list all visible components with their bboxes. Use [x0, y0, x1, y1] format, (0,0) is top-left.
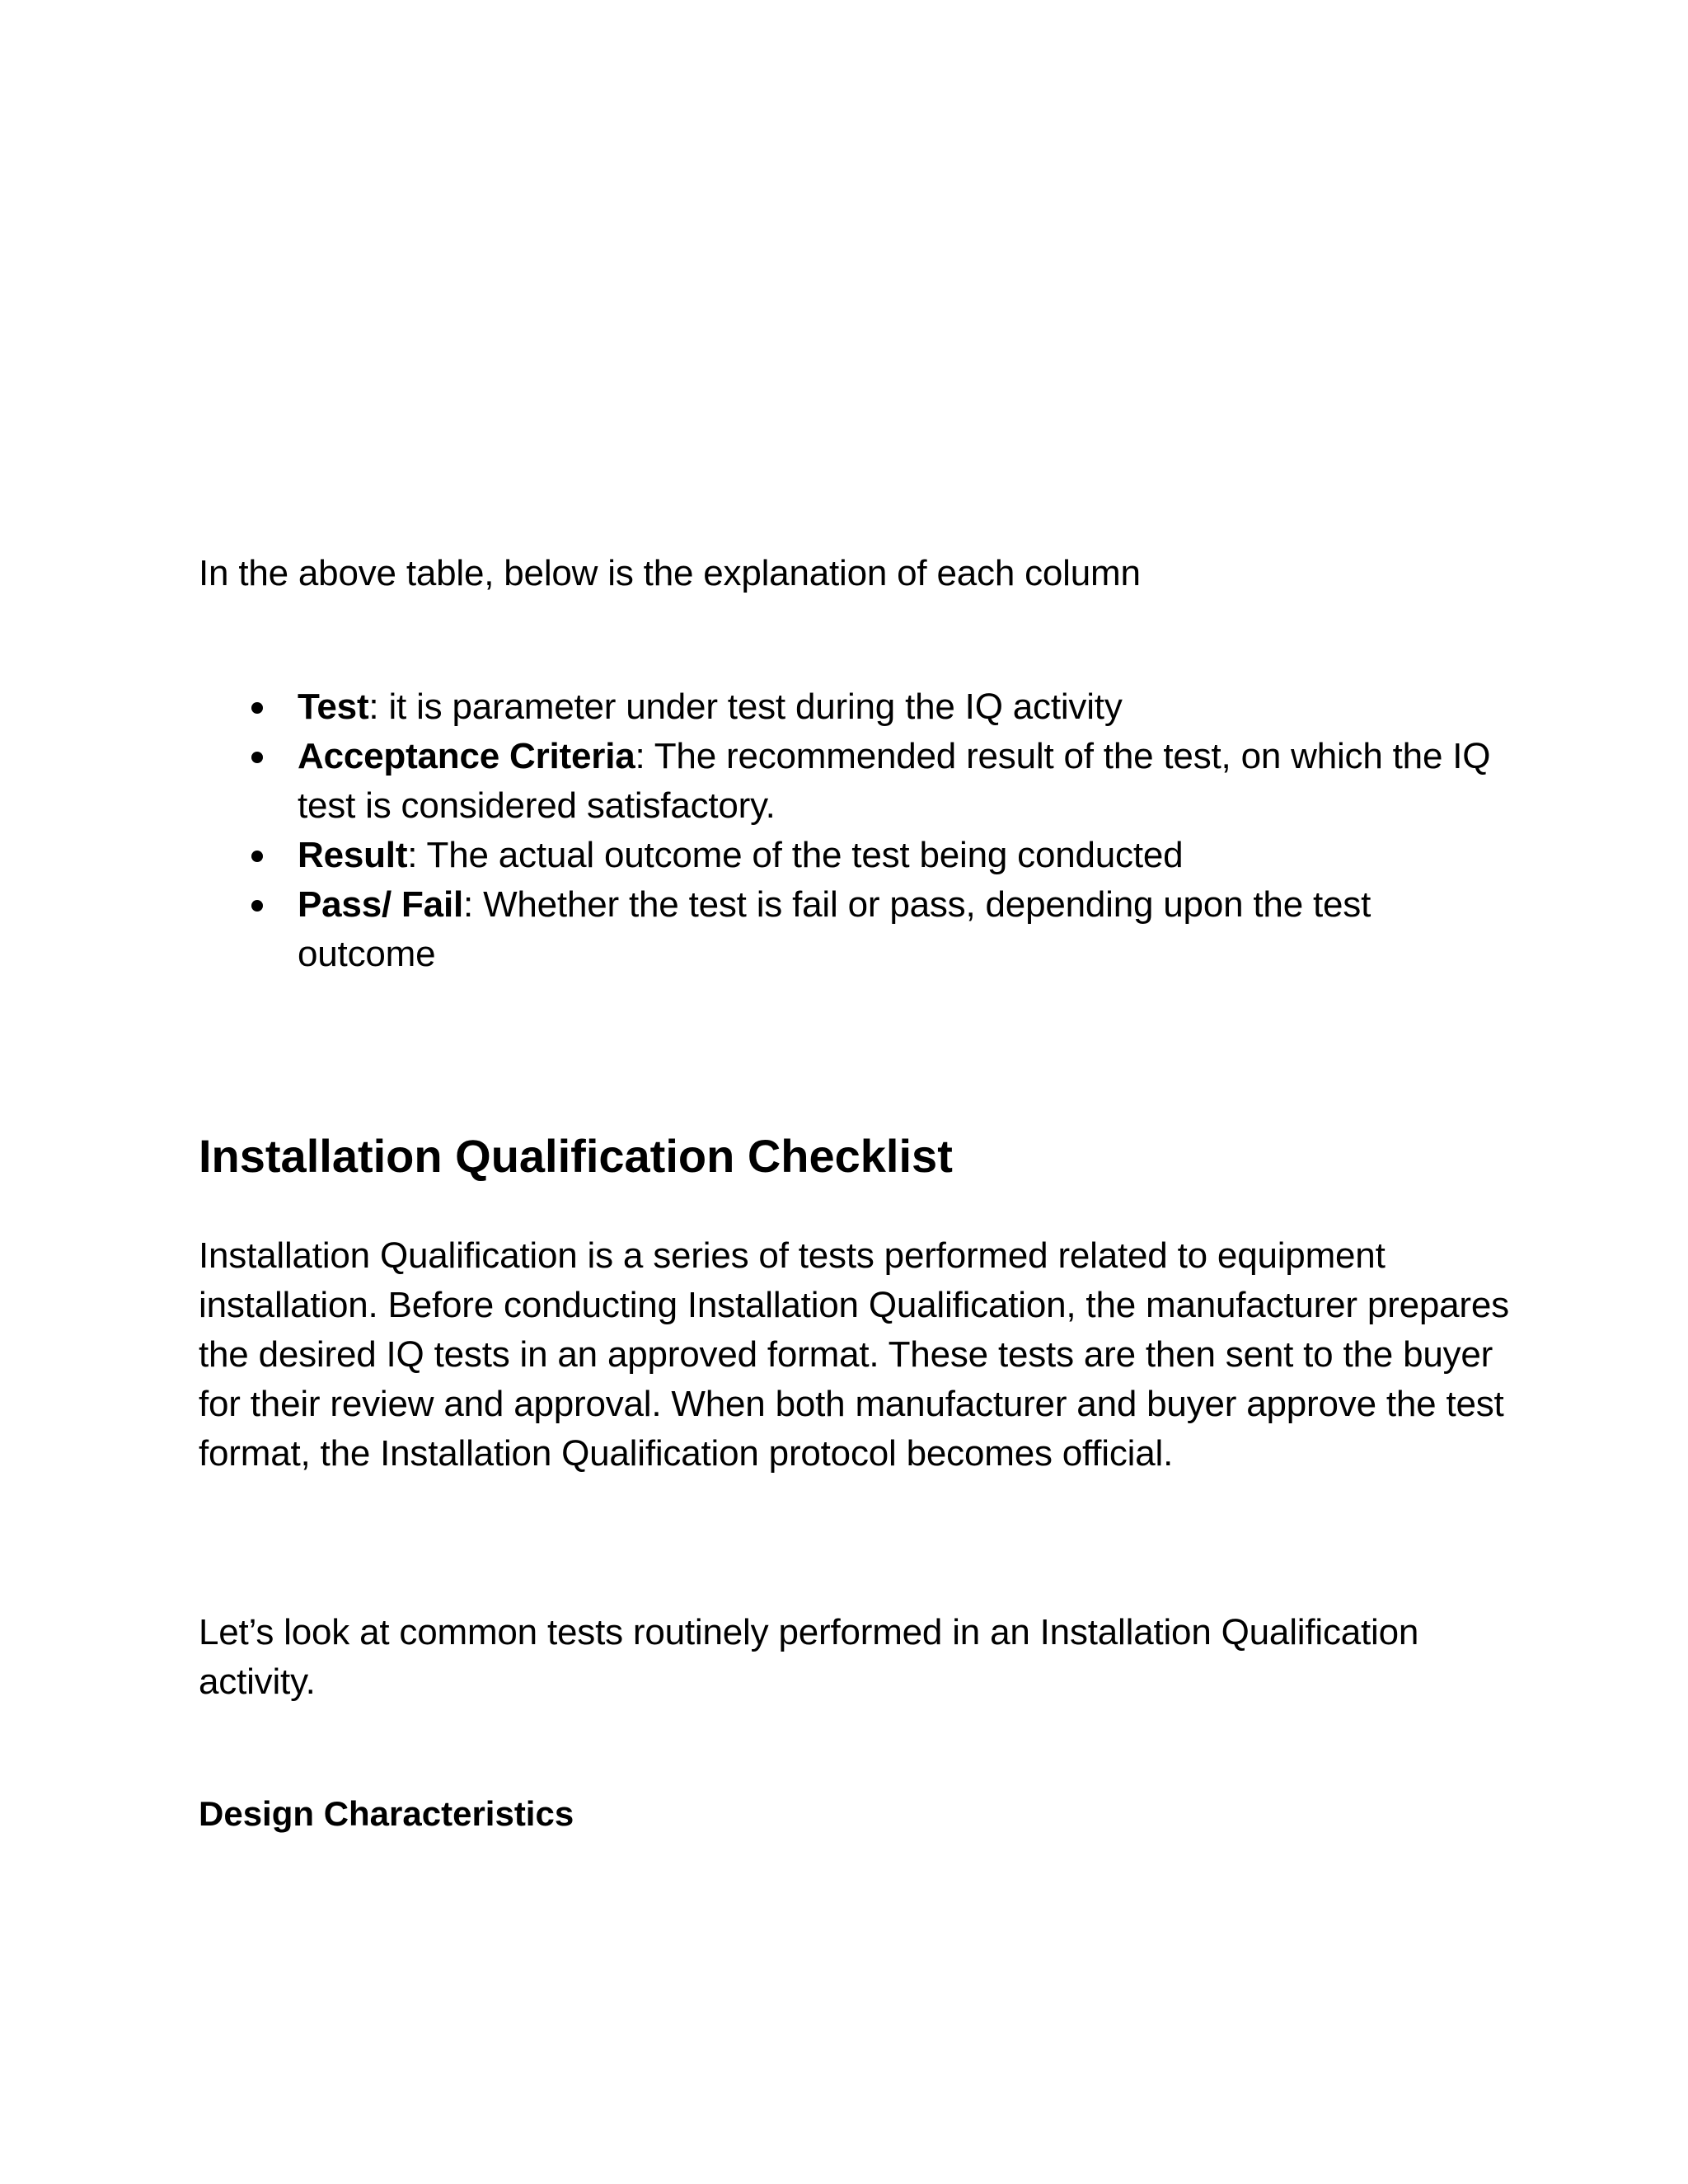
definition-term: Acceptance Criteria [298, 736, 635, 776]
subsection-heading: Design Characteristics [199, 1794, 574, 1833]
list-item [199, 880, 1517, 979]
common-tests-paragraph: Let’s look at common tests routinely performed in an Installation Qualification activity. [199, 1612, 1419, 1702]
list-item [199, 732, 1517, 831]
bullet-icon [251, 752, 263, 763]
definition-text: : Whether the test is fail or pass, depending upon the test outcome [298, 884, 1372, 974]
definition-term: Pass/ Fail [298, 884, 464, 925]
section-body-paragraph: Installation Qualification is a series of tests performed related to equipment installation. Before conducting Installation Qualification, the manufacturer prepares the desired IQ tests in an approved format. These tests are then sent to the buyer for their review and approval. When both manufacturer and buyer approve the test format, the Installation Qualification protocol becomes official. [199, 1235, 1509, 1474]
intro-paragraph: In the above table, below is the explanation of each column [199, 553, 1141, 593]
bullet-icon [251, 702, 263, 714]
definition-term: Test [298, 687, 369, 727]
column-definitions-list [199, 682, 1517, 979]
section-heading: Installation Qualification Checklist [199, 1130, 953, 1182]
list-item [199, 682, 1517, 732]
bullet-icon [251, 851, 263, 862]
list-item [199, 831, 1517, 880]
bullet-icon [251, 900, 263, 912]
definition-term: Result [298, 835, 408, 875]
definition-text: : The recommended result of the test, on which the IQ test is considered satisfactory. [298, 736, 1491, 826]
definition-text: : it is parameter under test during the IQ activity [368, 687, 1123, 727]
definition-text: : The actual outcome of the test being conducted [407, 835, 1184, 875]
